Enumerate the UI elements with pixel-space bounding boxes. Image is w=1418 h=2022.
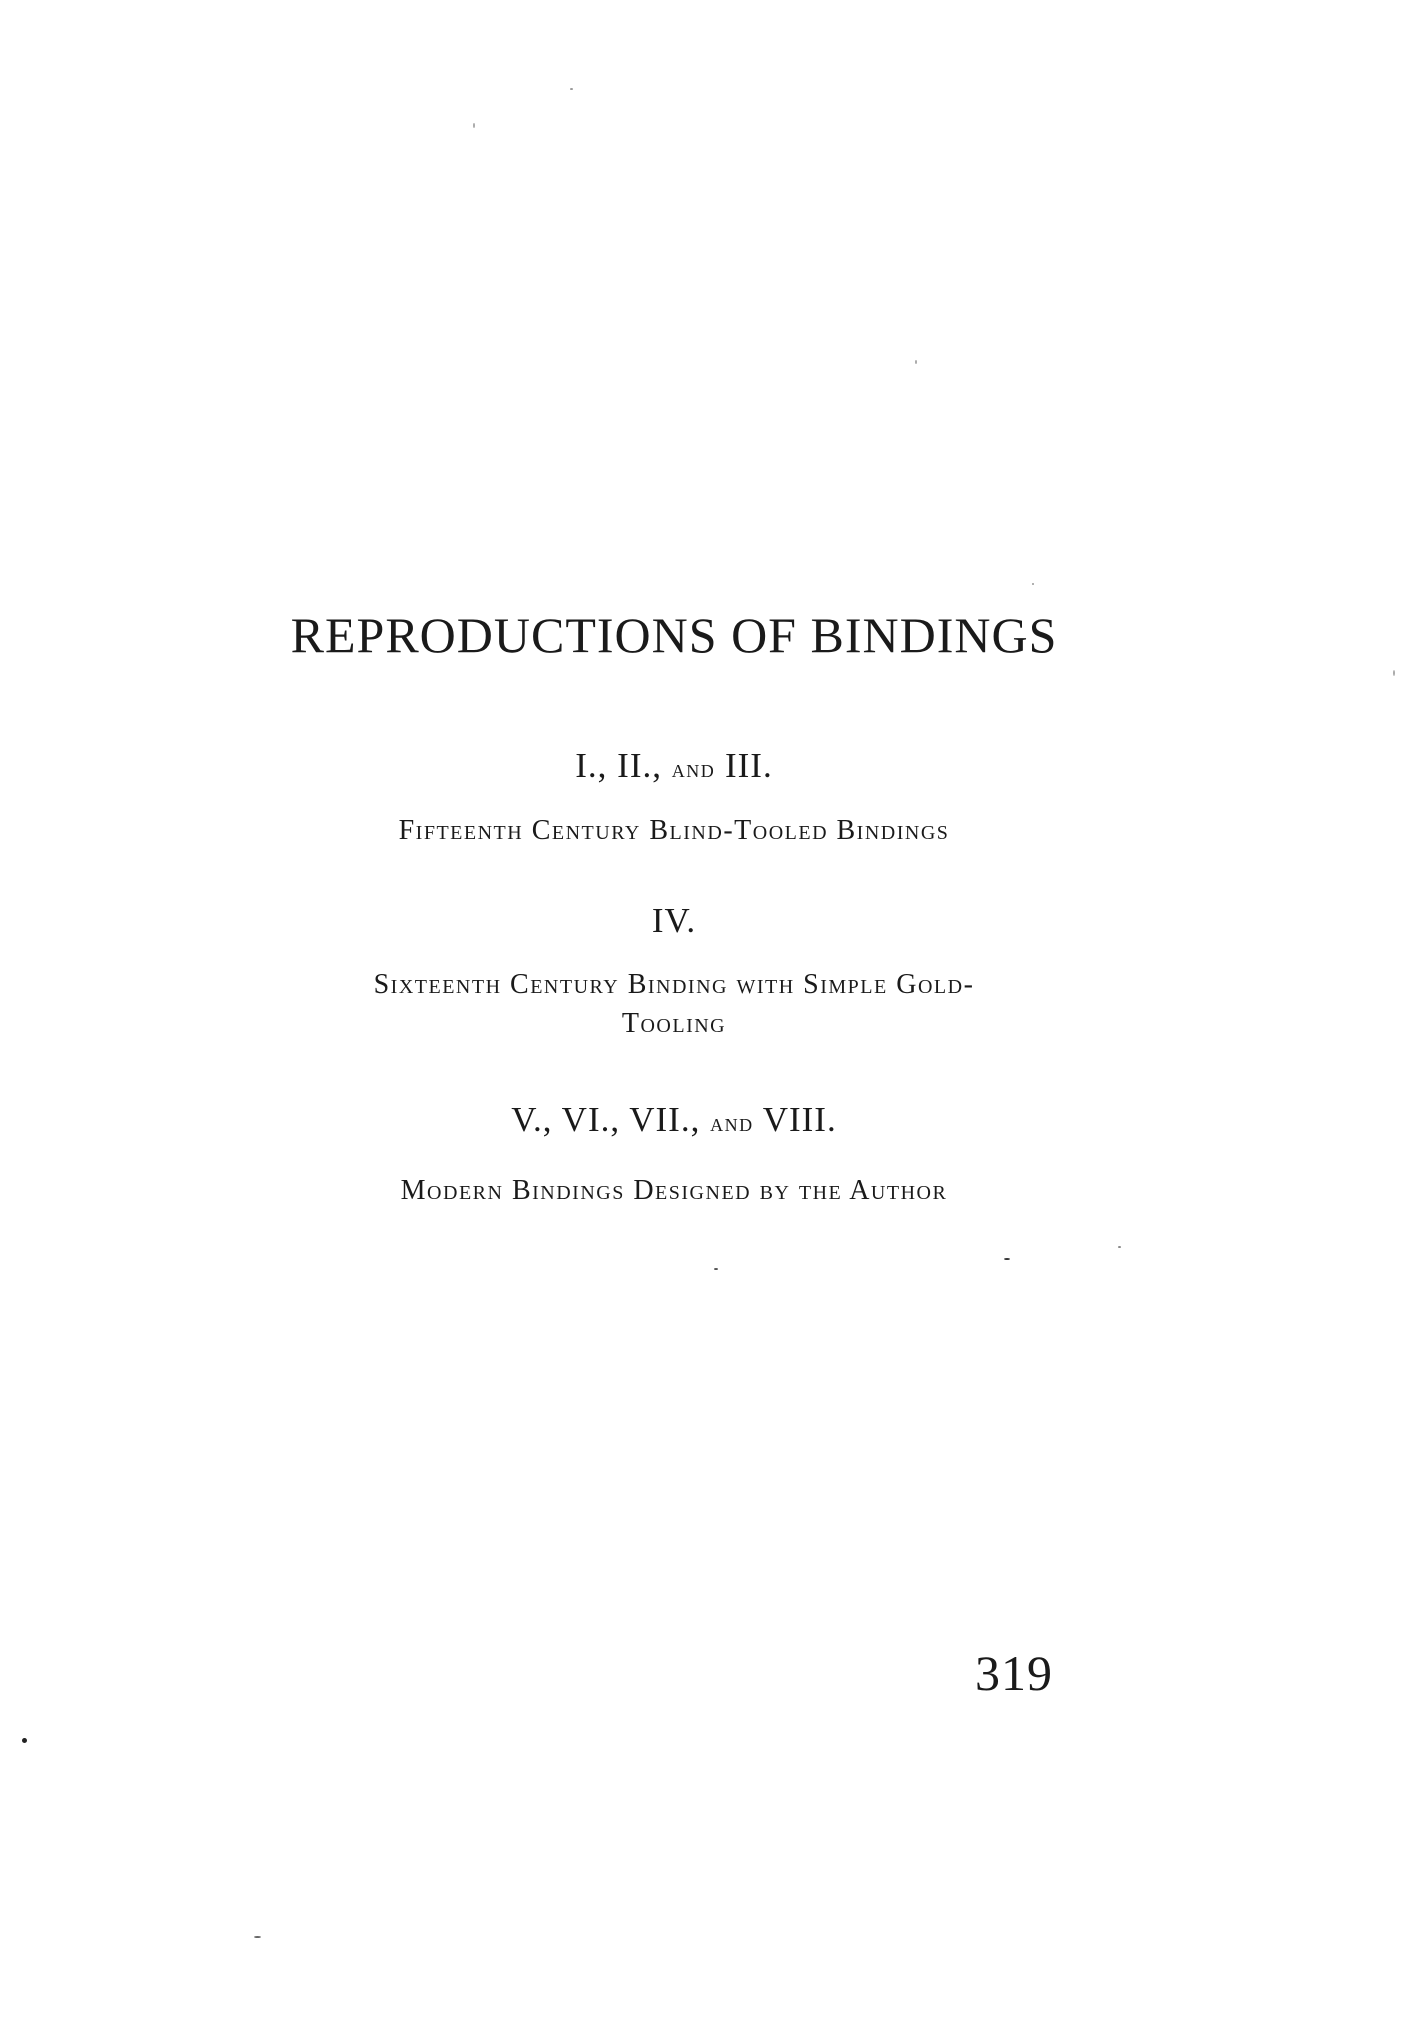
numeral-end: VIII. bbox=[762, 1100, 837, 1139]
scan-speck bbox=[1032, 583, 1034, 585]
scan-speck bbox=[570, 88, 573, 90]
section-numeral-3 bbox=[0, 1102, 1348, 1137]
caption-line-2: Tooling bbox=[621, 1007, 727, 1039]
scan-speck bbox=[473, 123, 475, 128]
page-title: REPRODUCTIONS OF BINDINGS bbox=[290, 607, 1058, 663]
scan-speck bbox=[1004, 1258, 1010, 1260]
section-numeral-1 bbox=[0, 748, 1348, 783]
scan-speck bbox=[714, 1268, 718, 1270]
scan-speck bbox=[22, 1738, 27, 1743]
scan-speck bbox=[1393, 670, 1395, 676]
section-caption-3: Modern Bindings Designed by the Author bbox=[400, 1175, 948, 1206]
section-caption-2 bbox=[0, 966, 1348, 1043]
scan-speck bbox=[915, 360, 917, 364]
numeral-and: and bbox=[710, 1110, 754, 1137]
section-numeral-2: IV. bbox=[651, 901, 697, 940]
numeral-main: I., II., bbox=[575, 746, 662, 785]
numeral-end: III. bbox=[725, 746, 773, 785]
page-number: 319 bbox=[975, 1645, 1053, 1701]
scan-speck bbox=[1118, 1246, 1121, 1248]
numeral-main: V., VI., VII., bbox=[511, 1100, 701, 1139]
caption-line-1: Sixteenth Century Binding with Simple Gold- bbox=[373, 969, 975, 1000]
section-caption-1: Fifteenth Century Blind-Tooled Bindings bbox=[398, 815, 950, 846]
scan-speck bbox=[254, 1936, 261, 1938]
numeral-and: and bbox=[671, 756, 716, 783]
